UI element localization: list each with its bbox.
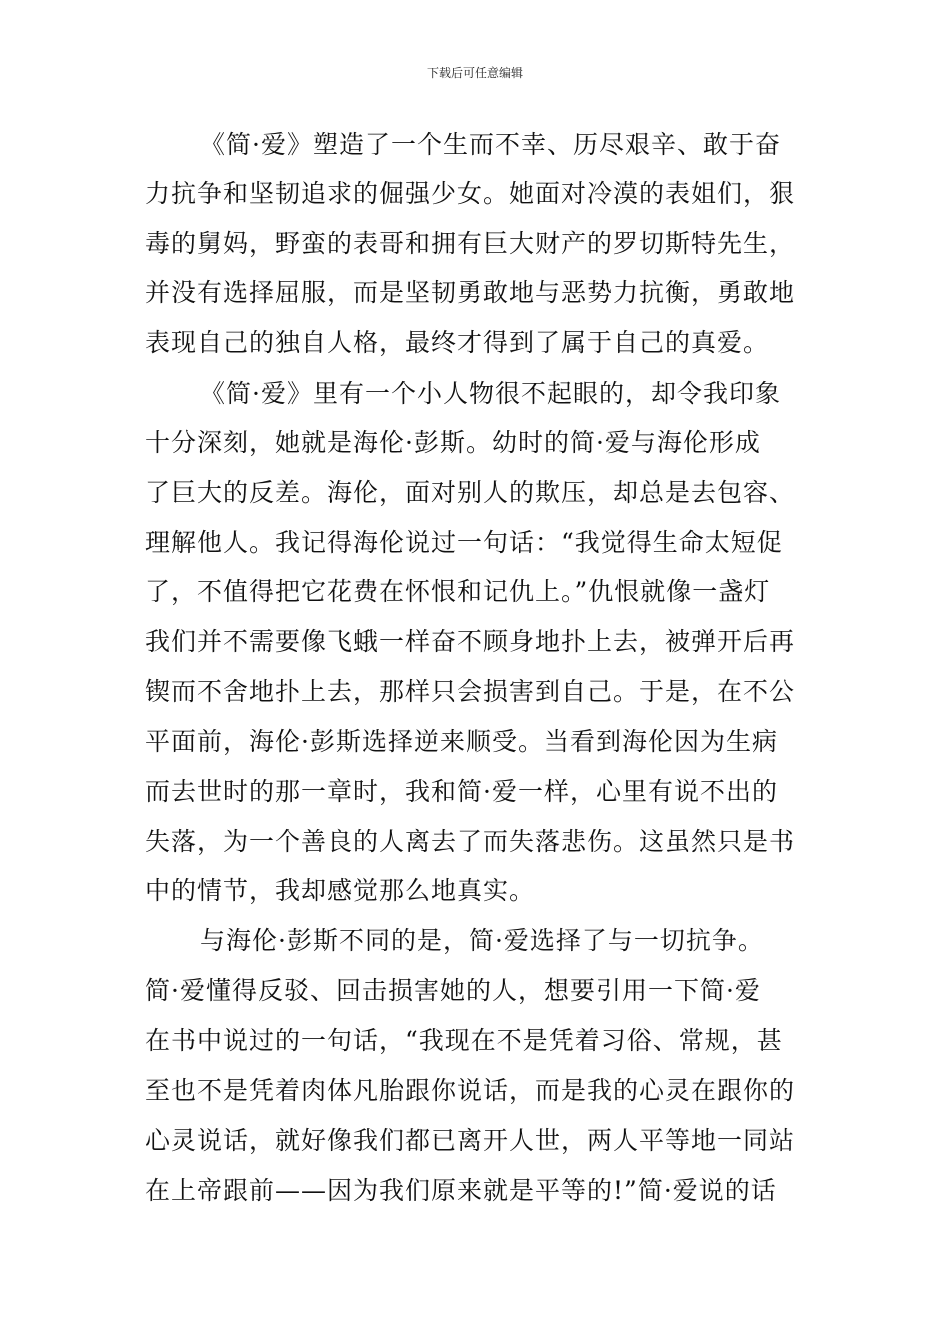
- text-line: 毒的舅妈，野蛮的表哥和拥有巨大财产的罗切斯特先生，: [145, 229, 796, 258]
- text-line: 十分深刻，她就是海伦·彭斯。幼时的简·爱与海伦形成: [145, 428, 761, 457]
- text-line: 心灵说话，就好像我们都已离开人世，两人平等地一同站: [145, 1126, 796, 1155]
- text-line: 锲而不舍地扑上去，那样只会损害到自己。于是，在不公: [145, 677, 796, 706]
- text-line: 《简·爱》里有一个小人物很不起眼的，却令我印象: [200, 379, 781, 408]
- text-line: 平面前，海伦·彭斯选择逆来顺受。当看到海伦因为生病: [145, 727, 778, 756]
- text-line: 力抗争和坚韧追求的倔强少女。她面对冷漠的表姐们，狠: [145, 179, 796, 208]
- text-line: 在书中说过的一句话，“我现在不是凭着习俗、常规，甚: [145, 1026, 783, 1055]
- page-header: 下载后可任意编辑: [426, 66, 523, 80]
- text-line: 失落，为一个善良的人离去了而失落悲伤。这虽然只是书: [145, 827, 796, 856]
- text-line: 了巨大的反差。海伦，面对别人的欺压，却总是去包容、: [145, 478, 796, 507]
- text-line: 与海伦·彭斯不同的是，简·爱选择了与一切抗争。: [200, 926, 764, 955]
- text-line: 而去世时的那一章时，我和简·爱一样，心里有说不出的: [145, 777, 778, 806]
- text-line: 理解他人。我记得海伦说过一句话：“我觉得生命太短促: [145, 528, 783, 557]
- text-line: 至也不是凭着肉体凡胎跟你说话，而是我的心灵在跟你的: [145, 1076, 796, 1105]
- text-line: 我们并不需要像飞蛾一样奋不顾身地扑上去，被弹开后再: [145, 627, 796, 656]
- text-line: 《简·爱》塑造了一个生而不幸、历尽艰辛、敢于奋: [200, 130, 781, 159]
- text-line: 在上帝跟前——因为我们原来就是平等的!”简·爱说的话: [145, 1176, 777, 1205]
- text-line: 并没有选择屈服，而是坚韧勇敢地与恶势力抗衡，勇敢地: [145, 278, 796, 307]
- text-line: 了，不值得把它花费在怀恨和记仇上。”仇恨就像一盏灯: [145, 577, 771, 606]
- text-line: 简·爱懂得反驳、回击损害她的人，想要引用一下简·爱: [145, 976, 761, 1005]
- text-line: 中的情节，我却感觉那么地真实。: [145, 876, 536, 905]
- text-line: 表现自己的独自人格，最终才得到了属于自己的真爱。: [145, 328, 770, 357]
